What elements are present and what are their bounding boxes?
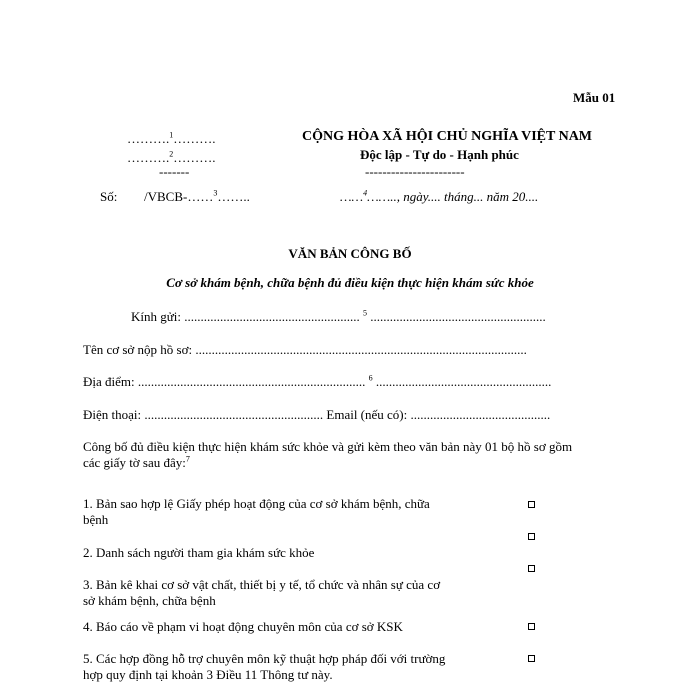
issuer-line-1-pre: ………. (127, 131, 170, 146)
form-code: Mẫu 01 (573, 90, 616, 105)
footnote-ref-5: 5 (363, 308, 368, 318)
document-item-5 (83, 651, 445, 683)
date-line-post: …….., ngày.... tháng... năm 20.... (367, 189, 539, 204)
document-item-1-line-2: bệnh (83, 512, 109, 527)
facility-name-label: Tên cơ sở nộp hồ sơ: (83, 342, 193, 357)
motto-divider: ----------------------- (365, 164, 465, 179)
address-label: Địa điểm: (83, 374, 135, 389)
email-dots: ........................................... (410, 407, 551, 422)
footnote-ref-6: 6 (368, 373, 373, 383)
document-number-code-pre: /VBCB-…… (144, 189, 214, 204)
document-number-code-post: …….. (217, 189, 250, 204)
document-item-1 (83, 496, 430, 528)
phone-dots: ....................................................... (144, 407, 324, 422)
footnote-ref-7: 7 (185, 454, 190, 464)
issuer-line-2-post: ………. (173, 150, 216, 165)
document-item-3 (83, 577, 440, 609)
intro-line-2: các giấy tờ sau đây: (83, 455, 186, 470)
document-number-code (144, 189, 250, 205)
document-item-5-line-2: hợp quy định tại khoản 3 Điều 11 Thông tư này. (83, 667, 333, 682)
contact-line (83, 407, 550, 423)
phone-label: Điện thoại: (83, 407, 142, 422)
recipient-dots-2: ...................................................... (370, 309, 546, 324)
country-name: CỘNG HÒA XÃ HỘI CHỦ NGHĨA VIỆT NAM (302, 129, 593, 144)
document-item-3-line-2: sở khám bệnh, chữa bệnh (83, 593, 216, 608)
facility-name-line (83, 342, 527, 358)
date-line-pre: …… (340, 189, 364, 204)
address-dots-2: ...................................................... (375, 374, 552, 389)
document-item-2-line-1: 2. Danh sách người tham gia khám sức khỏe (83, 545, 315, 560)
checkbox-item-1[interactable] (528, 501, 535, 508)
issuer-line-2-pre: ………. (127, 150, 170, 165)
issuer-line-1-post: ………. (173, 131, 216, 146)
recipient-line (131, 309, 546, 325)
document-subtitle: Cơ sở khám bệnh, chữa bệnh đủ điều kiện thực hiện khám sức khỏe (166, 275, 534, 290)
document-item-3-line-1: 3. Bản kê khai cơ sở vật chất, thiết bị y tế, tổ chức và nhân sự của cơ (83, 577, 441, 592)
checkbox-item-5[interactable] (528, 655, 535, 662)
document-item-4-line-1: 4. Báo cáo về phạm vi hoạt động chuyên môn của cơ sở KSK (83, 619, 403, 634)
document-number-label: Số: (100, 189, 118, 204)
email-label: Email (nếu có): (326, 407, 408, 422)
address-line (83, 374, 551, 390)
recipient-dots-1: ...................................................... (184, 309, 360, 324)
footnote-ref-2: 2 (169, 149, 174, 159)
intro-line-1: Công bố đủ điều kiện thực hiện khám sức khỏe và gửi kèm theo văn bản này 01 bộ hồ sơ gồm (83, 439, 573, 454)
recipient-label: Kính gửi: (131, 309, 182, 324)
national-motto: Độc lập - Tự do - Hạnh phúc (360, 147, 519, 162)
checkbox-item-4[interactable] (528, 623, 535, 630)
issuer-divider: ------- (159, 164, 190, 179)
footnote-ref-4: 4 (363, 188, 368, 198)
document-title: VĂN BẢN CÔNG BỐ (288, 246, 412, 261)
document-item-5-line-1: 5. Các hợp đồng hỗ trợ chuyên môn kỹ thuật hợp pháp đối với trường (83, 651, 446, 666)
footnote-ref-3: 3 (213, 188, 218, 198)
address-dots-1: ...................................................................... (137, 374, 366, 389)
date-line (340, 189, 538, 205)
document-item-1-line-1: 1. Bản sao hợp lệ Giấy phép hoạt động của cơ sở khám bệnh, chữa (83, 496, 430, 511)
facility-name-dots: ...................................................................................................... (195, 342, 527, 357)
document-item-2 (83, 545, 314, 561)
footnote-ref-1: 1 (169, 130, 174, 140)
document-item-4 (83, 619, 403, 635)
intro-paragraph (83, 439, 572, 471)
intro-line-2-wrap (83, 455, 572, 471)
checkbox-item-3[interactable] (528, 565, 535, 572)
checkbox-item-2[interactable] (528, 533, 535, 540)
issuer-line-1 (127, 131, 216, 147)
